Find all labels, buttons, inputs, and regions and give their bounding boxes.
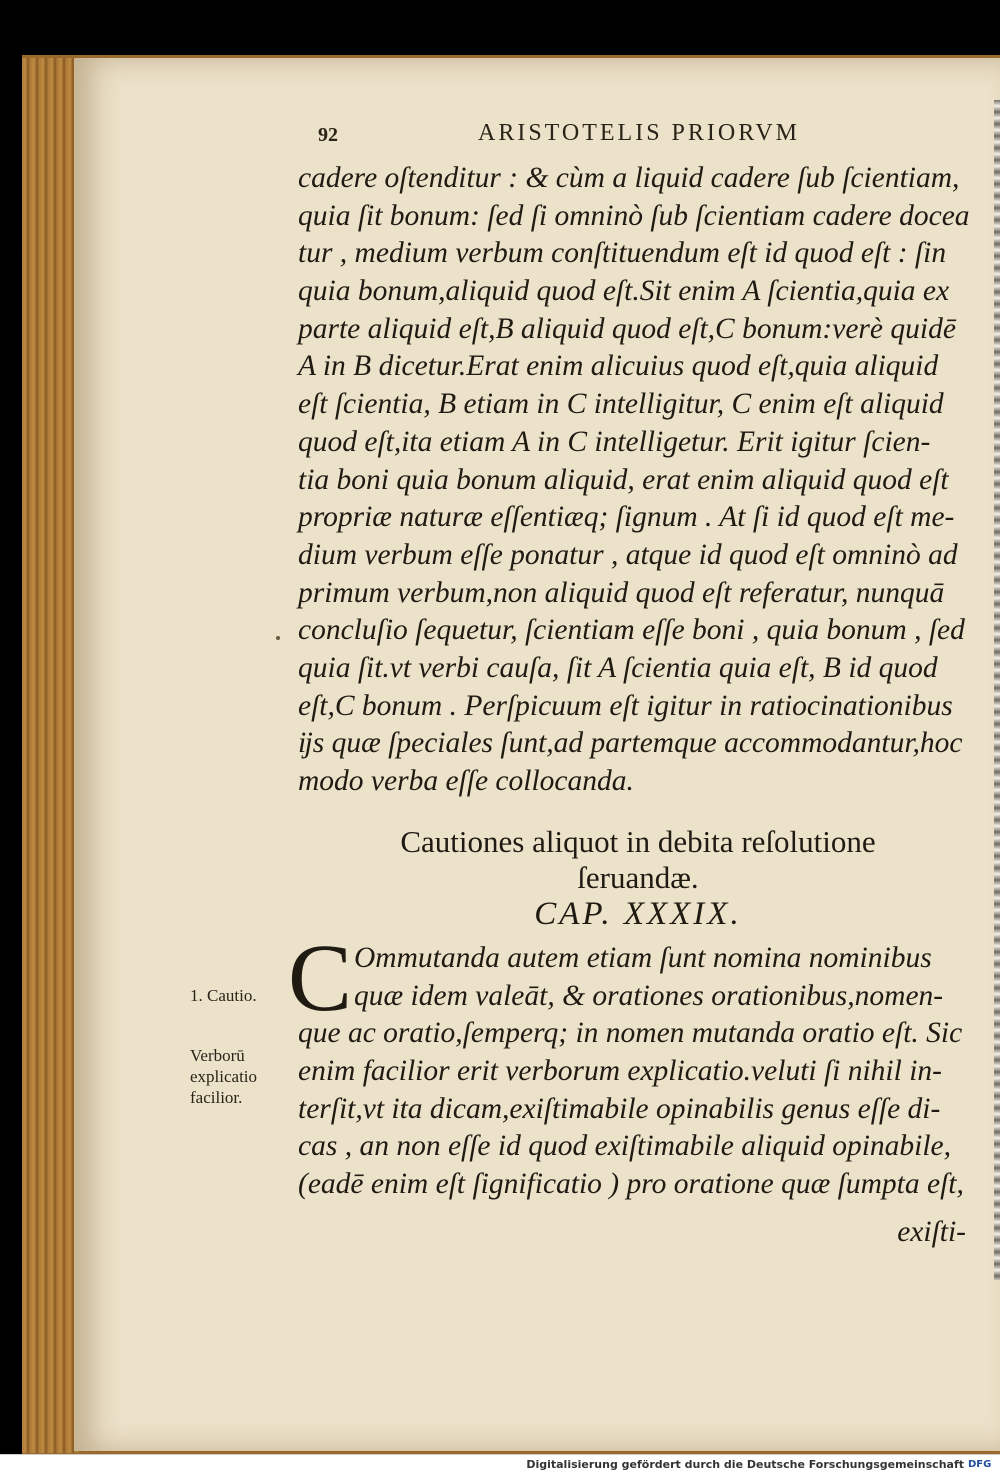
section-heading-continued: ſeruandæ.: [577, 860, 699, 895]
text-line: terſit,vt ita dicam,exiſtimabile opinabilis genus eſſe di-: [298, 1092, 941, 1125]
text-line: enim facilior erit verborum explicatio.veluti ſi nihil in-: [298, 1055, 942, 1088]
text-line: (eadē enim eſt ſignificatio ) pro oratione quæ ſumpta eſt,: [298, 1168, 964, 1201]
text-line: propriæ naturæ eſſentiæq; ſignum . At ſi id quod eſt me-: [298, 501, 955, 534]
text-line: quia bonum,aliquid quod eſt.Sit enim A ſcientia,quia ex: [298, 275, 950, 308]
text-line: quia ſit.vt verbi cauſa, ſit A ſcientia quia eſt, B id quod: [298, 651, 938, 684]
footer-bar: [0, 1454, 1000, 1477]
running-title: ARISTOTELIS PRIORVM: [478, 120, 800, 146]
margin-note-line: explicatio: [190, 1067, 258, 1086]
text-line: Ommutanda autem etiam ſunt nomina nominibus: [354, 942, 932, 974]
text-line: quia ſit bonum: ſed ſi omninò ſub ſcientiam cadere doceа: [298, 199, 970, 232]
dfg-logo-icon: DFG: [968, 1459, 992, 1470]
text-line: tia boni quia bonum aliquid, erat enim aliquid quod eſt: [298, 463, 949, 496]
drop-cap: C: [288, 924, 353, 1031]
funding-credit: Digitalisierung gefördert durch die Deutsche Forschungsgemeinschaft: [526, 1458, 964, 1471]
catchword: exiſti-: [897, 1216, 966, 1248]
margin-mark: [276, 636, 280, 640]
margin-note-explicatio: [190, 1045, 257, 1108]
text-line: eſt ſcientia, B etiam in C intelligitur, C enim eſt aliquid: [298, 388, 944, 421]
body-text: [298, 160, 988, 801]
text-line: quæ idem valeāt, & orationes orationibus,nomen-: [354, 979, 944, 1012]
text-line: ĳs quæ ſpeciales ſunt,ad partemque accommodantur,hoc: [298, 727, 963, 760]
margin-note-line: facilior.: [190, 1088, 243, 1107]
text-line: cas , an non eſſe id quod exiſtimabile aliquid opinabile,: [298, 1130, 952, 1163]
margin-note-cautio: 1. Cautio.: [190, 986, 257, 1005]
text-line: modo verba eſſe collocanda.: [298, 765, 634, 797]
chapter-text: [298, 940, 988, 1204]
page-number: 92: [318, 124, 338, 146]
text-line: cadere oſtenditur : & cùm a liquid cadere ſub ſcientiam,: [298, 162, 960, 194]
text-line: quod eſt,ita etiam A in C intelligetur. Erit igitur ſcien-: [298, 425, 931, 458]
chapter-number: CAP. XXXIX.: [534, 896, 742, 932]
text-line: primum verbum,non aliquid quod eſt referatur, nunquā: [298, 576, 945, 609]
page-edges: [22, 58, 78, 1453]
text-line: concluſio ſequetur, ſcientiam eſſe boni , quia bonum , ſed: [298, 614, 965, 647]
right-page-edge: [994, 100, 1000, 1280]
text-line: tur , medium verbum conſtituendum eſt id quod eſt : ſin: [298, 237, 947, 270]
text-line: dium verbum eſſe ponatur , atque id quod eſt omninò ad: [298, 538, 958, 571]
section-heading: Cautiones aliquot in debita reſolutione: [400, 824, 876, 859]
text-line: A in B dicetur.Erat enim alicuius quod eſt,quia aliquid: [298, 350, 939, 383]
text-line: que ac oratio,ſemperq; in nomen mutanda oratio eſt. Sic: [298, 1017, 963, 1050]
text-line: parte aliquid eſt,B aliquid quod eſt,C bonum:verè quidē: [298, 312, 956, 345]
text-line: eſt,C bonum . Perſpicuum eſt igitur in ratiocinationibus: [298, 689, 953, 722]
page-header: [0, 120, 1000, 156]
margin-note-line: Verborū: [190, 1046, 245, 1065]
